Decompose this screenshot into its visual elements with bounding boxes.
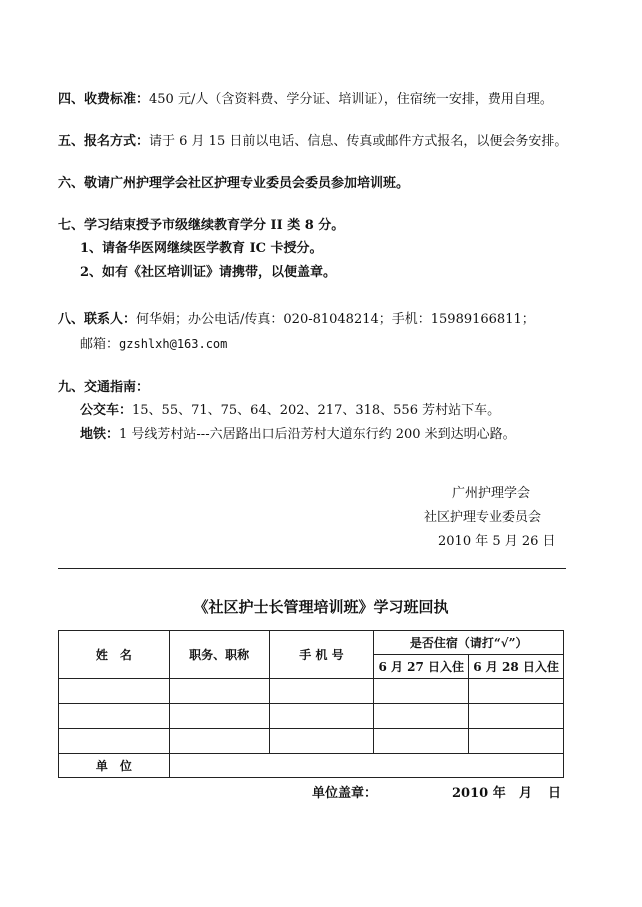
fees-text: 450 元/人（含资料费、学分证、培训证），住宿统一安排，费用自理。	[149, 92, 553, 107]
position-cell[interactable]	[169, 679, 269, 704]
stamp-date-year: 2010 年	[452, 786, 506, 801]
june27-cell[interactable]	[374, 729, 469, 754]
form-title: 《社区护士长管理培训班》学习班回执	[193, 598, 449, 616]
section-fees	[58, 91, 553, 109]
email-label: 邮箱：	[80, 337, 120, 352]
signature-committee: 社区护理专业委员会	[424, 510, 542, 525]
stamp-date-day: 日	[548, 786, 562, 801]
credits-item-1: 1、请备华医网继续医学教育 IC 卡授分。	[80, 241, 323, 256]
unit-row	[59, 754, 564, 778]
contact-text: 何华娟；办公电话/传真：020-81048214；手机：15989166811；	[136, 312, 535, 327]
transport-metro-row	[80, 426, 516, 444]
bus-text: 15、55、71、75、64、202、217、318、556 芳村站下车。	[132, 403, 501, 418]
registration-label: 五、报名方式：	[58, 134, 150, 149]
name-cell[interactable]	[59, 679, 170, 704]
registration-text: 请于 6 月 15 日前以电话、信息、传真或邮件方式报名，以便会务安排。	[149, 134, 568, 149]
name-cell[interactable]	[59, 729, 170, 754]
header-phone: 手 机 号	[269, 631, 374, 679]
june28-cell[interactable]	[469, 729, 564, 754]
june28-cell[interactable]	[469, 679, 564, 704]
header-lodging: 是否住宿（请打“√”）	[374, 631, 564, 655]
credits-item-2: 2、如有《社区培训证》请携带，以便盖章。	[80, 265, 337, 280]
transport-bus-row	[80, 402, 500, 420]
position-cell[interactable]	[169, 704, 269, 729]
unit-label: 单 位	[59, 754, 170, 778]
table-row	[59, 729, 564, 754]
header-june28: 6 月 28 日入住	[469, 655, 564, 679]
header-position: 职务、职称	[169, 631, 269, 679]
stamp-label: 单位盖章：	[312, 786, 378, 801]
fees-label: 四、收费标准：	[58, 92, 150, 107]
phone-cell[interactable]	[269, 704, 374, 729]
position-cell[interactable]	[169, 729, 269, 754]
table-row	[59, 704, 564, 729]
unit-cell[interactable]	[169, 754, 563, 778]
signature-org: 广州护理学会	[452, 486, 531, 501]
phone-cell[interactable]	[269, 679, 374, 704]
section-credits-title: 七、学习结束授予市级继续教育学分 II 类 8 分。	[58, 218, 345, 233]
phone-cell[interactable]	[269, 729, 374, 754]
header-name: 姓 名	[59, 631, 170, 679]
email-address: gzshlxh@163.com	[119, 337, 228, 351]
signature-date: 2010 年 5 月 26 日	[438, 534, 556, 549]
section-transport-title: 九、交通指南：	[58, 380, 150, 395]
metro-text: 1 号线芳村站---六居路出口后沿芳村大道东行约 200 米到达明心路。	[119, 427, 516, 442]
contact-label: 八、联系人：	[58, 312, 137, 327]
metro-label: 地铁：	[80, 427, 120, 442]
section-contact	[58, 311, 535, 329]
receipt-form-table	[58, 630, 564, 778]
header-june27: 6 月 27 日入住	[374, 655, 469, 679]
table-row	[59, 679, 564, 704]
contact-email-row	[80, 335, 227, 354]
name-cell[interactable]	[59, 704, 170, 729]
section-registration	[58, 133, 567, 151]
stamp-date-month: 月	[519, 786, 533, 801]
june28-cell[interactable]	[469, 704, 564, 729]
section-invitation: 六、敬请广州护理学会社区护理专业委员会委员参加培训班。	[58, 176, 410, 191]
june27-cell[interactable]	[374, 679, 469, 704]
june27-cell[interactable]	[374, 704, 469, 729]
divider-line	[58, 568, 566, 569]
bus-label: 公交车：	[80, 403, 133, 418]
